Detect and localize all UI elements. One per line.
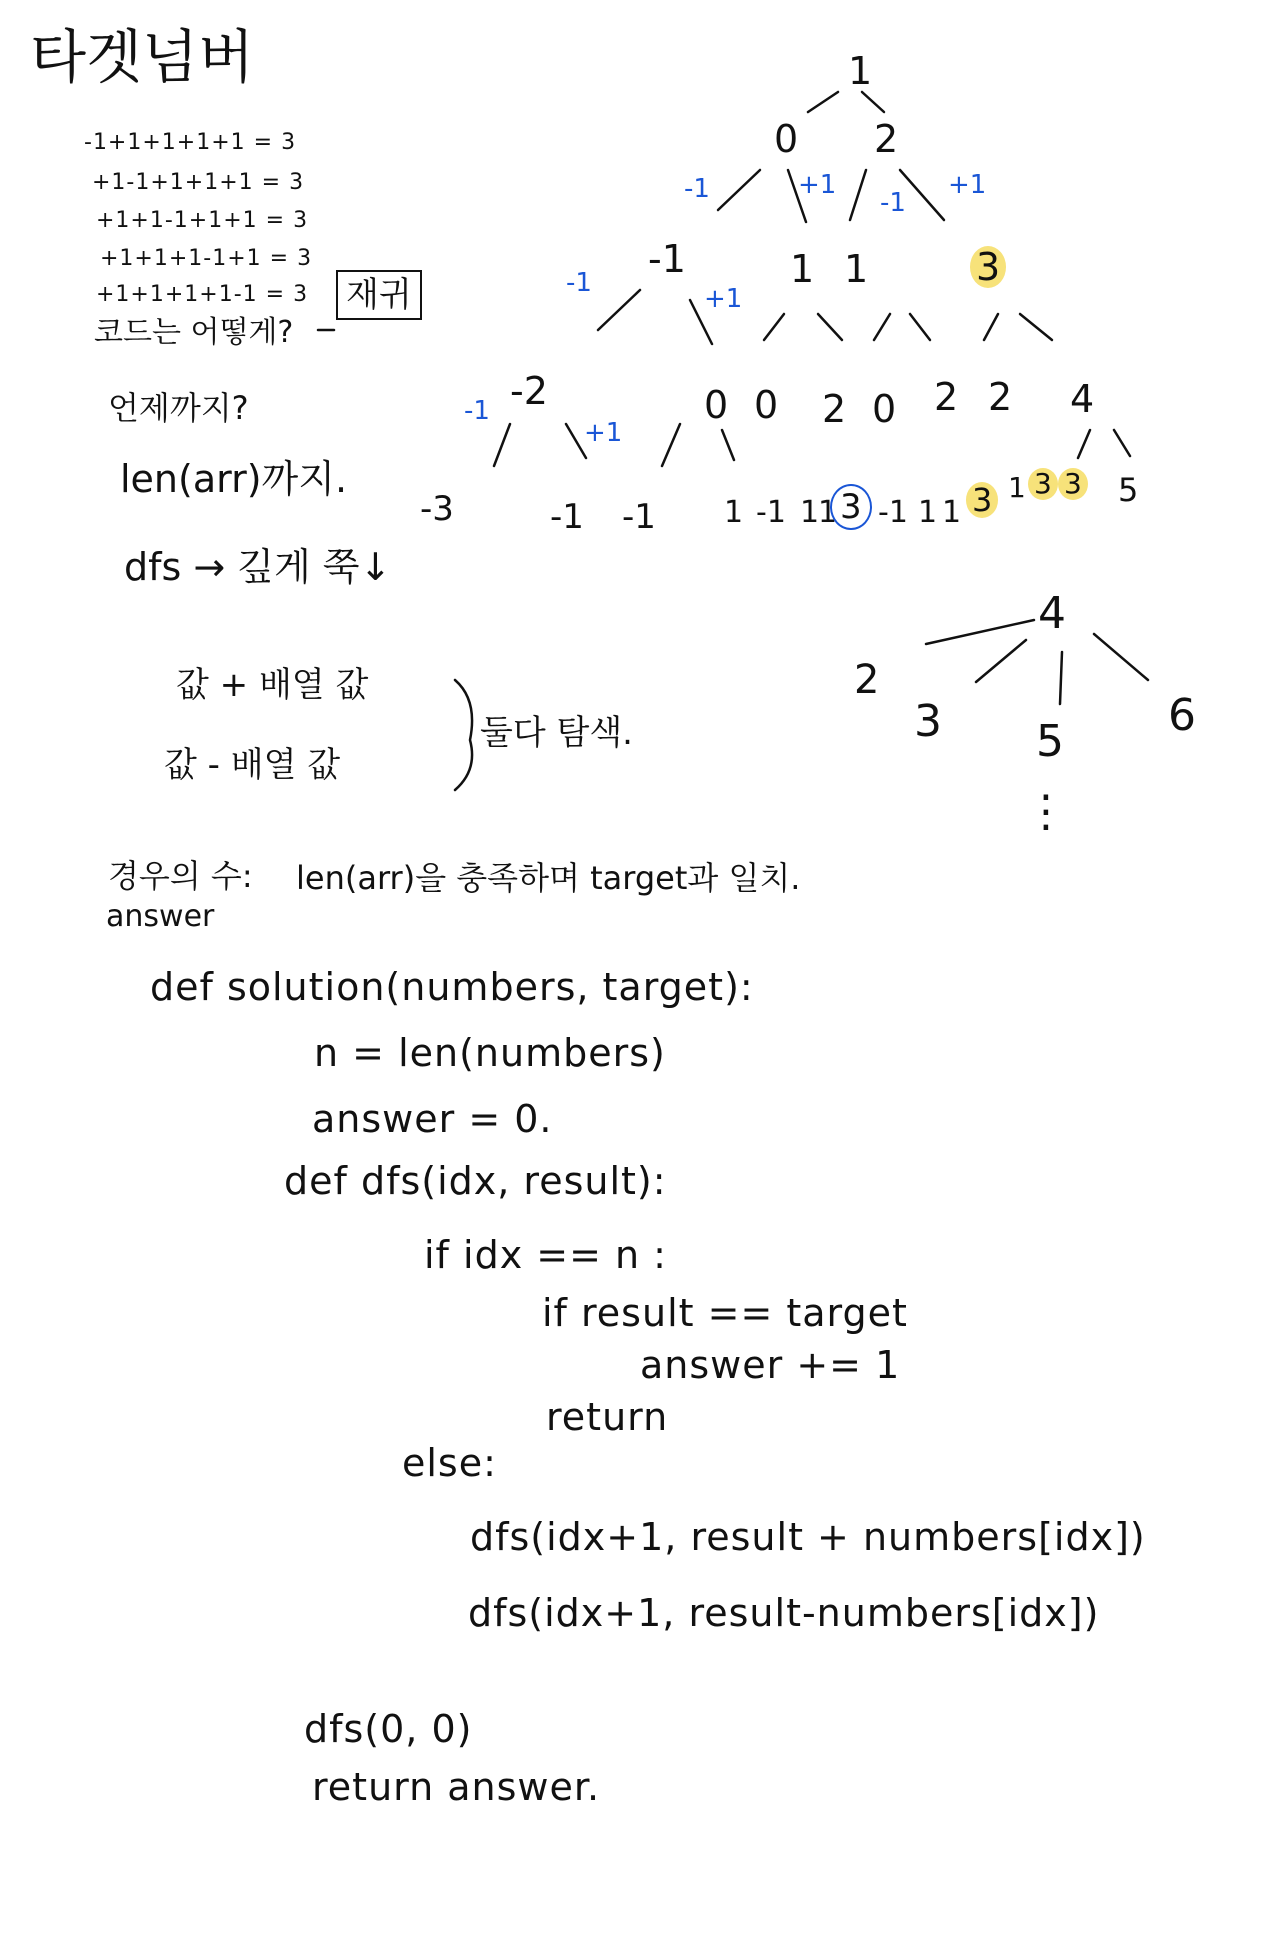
example-line: -1+1+1+1+1 = 3 [84, 130, 297, 155]
code-line: answer = 0. [312, 1097, 553, 1141]
side-tree-node: 3 [914, 696, 942, 747]
tree-edge [818, 314, 842, 340]
side-tree-edge [1094, 634, 1148, 680]
until-when-note: 언제까지? [108, 389, 249, 427]
example-line: +1+1+1+1-1 = 3 [96, 282, 309, 307]
code-line: dfs(idx+1, result-numbers[idx]) [468, 1591, 1100, 1635]
tree-leaf-circled: 3 [830, 484, 872, 530]
tree-edge [494, 424, 510, 466]
cases-text: len(arr)을 충족하며 target과 일치. [296, 859, 801, 897]
code-line: answer += 1 [640, 1343, 901, 1387]
code-line: else: [402, 1441, 497, 1485]
tree-node: 4 [1070, 377, 1095, 421]
dfs-deep-note: dfs → 깊게 쭉↓ [124, 545, 392, 589]
tree-leaf-highlight: 3 [966, 482, 998, 518]
tree-edge [1078, 430, 1090, 458]
value-minus-note: 값 - 배열 값 [164, 745, 341, 785]
side-tree-dots: ⋮ [1024, 786, 1068, 837]
tree-edge [850, 170, 866, 220]
answer-label: answer [106, 899, 215, 934]
tree-edge [722, 430, 734, 460]
recursion-box: 재귀 [336, 270, 422, 320]
code-line: if result == target [542, 1291, 908, 1335]
tree-leaf: 5 [1118, 471, 1139, 509]
code-line: dfs(0, 0) [304, 1707, 473, 1751]
tree-leaf: -1 [756, 495, 786, 530]
tree-node: 2 [988, 375, 1013, 419]
tree-edge [598, 290, 640, 330]
tree-edge [764, 314, 784, 340]
tree-node: 2 [874, 117, 899, 161]
tree-edge [874, 314, 890, 340]
tree-node-highlight: 3 [970, 246, 1006, 288]
example-line: +1-1+1+1+1 = 3 [92, 170, 305, 195]
tree-root: 1 [848, 49, 873, 93]
tree-node: 0 [754, 383, 779, 427]
tree-edge [900, 170, 944, 220]
both-explore-note: 둘다 탐색. [480, 713, 633, 753]
tree-edge [808, 92, 838, 112]
edge-sign: -1 [880, 188, 906, 218]
tree-leaf: 1 [800, 495, 820, 530]
side-tree-node: 5 [1036, 716, 1064, 767]
tree-edge [566, 424, 586, 458]
tree-leaf: -3 [420, 489, 454, 529]
tree-leaf: -1 [550, 497, 584, 537]
edge-sign: +1 [948, 170, 987, 200]
page-title: 타겟넘버 [30, 23, 255, 91]
tree-edge [910, 314, 930, 340]
cases-label: 경우의 수: [108, 857, 253, 895]
tree-leaf: -1 [622, 497, 656, 537]
value-plus-note: 값 + 배열 값 [176, 665, 369, 705]
tree-node: -2 [510, 369, 548, 413]
example-line: +1+1-1+1+1 = 3 [96, 208, 309, 233]
tree-edge [862, 92, 884, 112]
len-until-note: len(arr)까지. [120, 457, 348, 501]
tree-edge [718, 170, 760, 210]
tree-node: 1 [790, 247, 815, 291]
code-line: def solution(numbers, target): [150, 965, 754, 1009]
tree-leaf-highlight: 3 [1028, 468, 1058, 500]
tree-edge [984, 314, 998, 340]
side-tree-edge [976, 640, 1026, 682]
code-line: return [546, 1395, 669, 1439]
tree-leaf: 1 [724, 495, 744, 530]
tree-edge [1114, 430, 1130, 456]
code-line: dfs(idx+1, result + numbers[idx]) [470, 1515, 1146, 1559]
code-line: n = len(numbers) [314, 1031, 666, 1075]
tree-edge [1020, 314, 1052, 340]
code-question: 코드는 어떻게? [94, 315, 294, 350]
tree-node: -1 [648, 237, 686, 281]
side-tree-node: 6 [1168, 690, 1196, 741]
edge-sign: +1 [704, 284, 743, 314]
tree-node: 1 [844, 247, 869, 291]
edge-sign: +1 [584, 418, 623, 448]
tree-leaf: -1 [878, 495, 908, 530]
code-line: def dfs(idx, result): [284, 1159, 667, 1203]
tree-node: 2 [934, 375, 959, 419]
tree-leaf: 1 [918, 495, 938, 530]
side-tree-root: 4 [1038, 588, 1066, 639]
side-tree-node: 2 [854, 657, 880, 703]
tree-node: 2 [822, 387, 847, 431]
tree-node: 0 [872, 387, 897, 431]
edge-sign: -1 [464, 396, 490, 426]
side-tree-edge [926, 620, 1034, 644]
code-line: return answer. [312, 1765, 601, 1809]
tree-edge [662, 424, 680, 466]
tree-leaf-highlight: 3 [1058, 468, 1088, 500]
side-tree-edge [1060, 652, 1062, 704]
tree-leaf: 1 [818, 495, 838, 530]
tree-leaf: 1 [1008, 471, 1026, 504]
edge-sign: -1 [684, 174, 710, 204]
edge-sign: -1 [566, 268, 592, 298]
tree-node: 0 [704, 383, 729, 427]
tree-leaf: 1 [942, 495, 962, 530]
edge-sign: +1 [798, 170, 837, 200]
code-line: if idx == n : [424, 1233, 667, 1277]
tree-node: 0 [774, 117, 799, 161]
example-line: +1+1+1-1+1 = 3 [100, 246, 313, 271]
